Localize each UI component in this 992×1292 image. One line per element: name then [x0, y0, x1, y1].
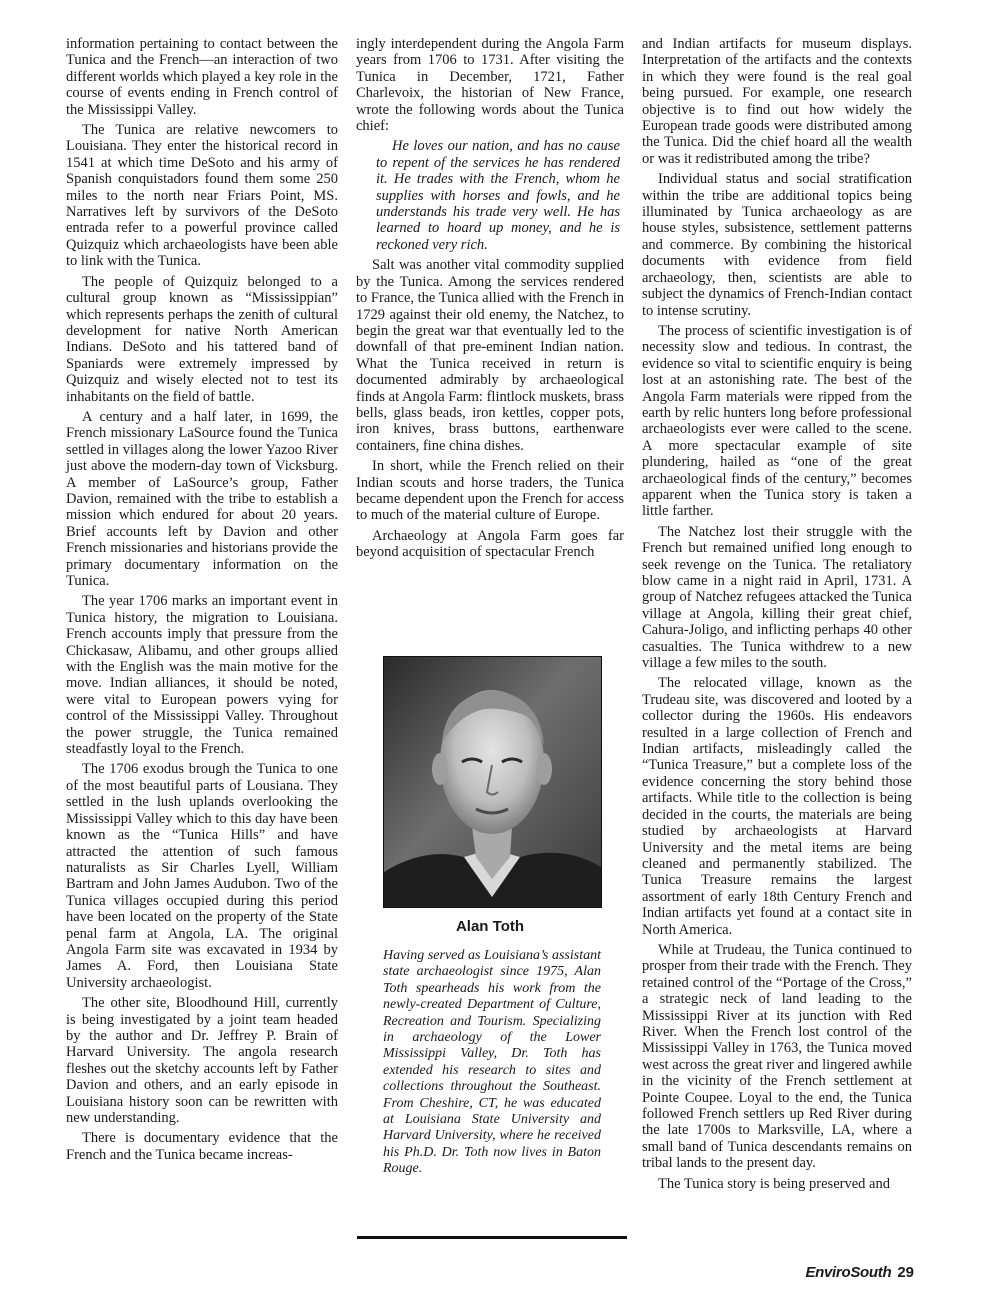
column1-paragraph: The Tunica are relative newcomers to Louisiana. They enter the historical record in 1541 at which time DeSoto and his army of Spanish conquistadors found them some 250 miles to the north near Friars Point, MS. Narratives left by survivors of the DeSoto entrada refer to a powerful province called Quizquiz which archaeologists have been able to link with the Tunica.	[66, 122, 338, 270]
column3-paragraph: Individual status and social stratification within the tribe are additional topics being illuminated by Tunica archaeology as are house styles, subsistence, settlement patterns and commerce. By combining the historical documents with evidence from field archaeology, then, scientists are able to subject the dynamics of French-Indian contact to intense scrutiny.	[642, 171, 912, 319]
column1-paragraph: The people of Quizquiz belonged to a cultural group known as “Mississippian” which represents perhaps the zenith of cultural development for native North American Indians. DeSoto and his tattered band of Spaniards were extremely impressed by Quizquiz and wisely elected not to test its inhabitants on the field of battle.	[66, 273, 338, 405]
article-column-1	[66, 36, 338, 1167]
page-number: 29	[897, 1264, 914, 1281]
article-column-3	[642, 36, 912, 1196]
article-column-2	[356, 36, 624, 565]
column3-paragraph: The Tunica story is being preserved and	[658, 1175, 890, 1192]
column3-paragraph: The relocated village, known as the Trudeau site, was discovered and looted by a collector during the 1960s. His endeavors resulted in a large collection of French and Indian artifacts, misleadingly called the “Tunica Treasure,” but a complete loss of the evidence concerning the story behind those artifacts. While title to the collection is being decided in the courts, the materials are being studied by archaeologists at Harvard University and the metal items are being cleaned and permanently stabilized. The Tunica Treasure remains the largest assortment of early 18th Century French and Indian artifacts yet found at a contact site in North America.	[642, 675, 912, 938]
author-portrait-photo	[383, 656, 602, 908]
publication-name: EnviroSouth	[805, 1264, 892, 1281]
column1-paragraph: The 1706 exodus brough the Tunica to one of the most beautiful parts of Lousiana. They settled in the lush uplands overlooking the Mississippi Valley which to this day have been known as the “Tunica Hills” and have attracted the attention of such famous naturalists as Sir Charles Lyell, William Bartram and John James Audubon. Two of the Tunica villages occupied during this period have been located on the property of the State penal farm at Angola, LA. The original Angola Farm site was excavated in 1934 by James A. Ford, then Louisiana State University archaeologist.	[66, 761, 338, 991]
column1-paragraph: A century and a half later, in 1699, the French missionary LaSource found the Tunica settled in villages along the lower Yazoo River just above the modern-day town of Vicksburg. A member of LaSource’s group, Father Davion, remained with the tribe to establish a mission which endured for about 20 years. Brief accounts left by Davion and other French missionaries and historians provide the primary documentary information on the Tunica.	[66, 408, 338, 589]
column1-paragraph: The year 1706 marks an important event in Tunica history, the migration to Louisiana. French accounts imply that pressure from the Chickasaw, Alibamu, and other groups allied with the English was the main motive for the move. Indian alliances, it should be noted, were vital to European powers vying for control of the Mississippi Valley. Throughout the power struggle, the Tunica remained steadfastly loyal to the French.	[66, 593, 338, 758]
column2-paragraph: Salt was another vital commodity supplied by the Tunica. Among the services rendered to France, the Tunica allied with the French in 1729 against their old enemy, the Natchez, to begin the great war that eventually led to the downfall of that pre-eminent Indian nation. What the Tunica received in return is documented admirably by archaeological finds at Angola Farm: flintlock muskets, brass bells, glass beads, iron kettles, copper pots, iron knives, brass buttons, earthenware containers, fine china dishes.	[356, 257, 624, 454]
column3-paragraph: The process of scientific investigation is of necessity slow and tedious. In contrast, the evidence so vital to scientific enquiry is being lost at an astonishing rate. The best of the Angola Farm materials were ripped from the earth by relic hunters long before professional archaeologists ever were called to the scene. A more spectacular example of site plundering, hailed as “one of the great archaeological finds of the century,” becomes apparent when the Tunica story is taken a little farther.	[642, 322, 912, 520]
column3-paragraph: While at Trudeau, the Tunica continued to prosper from their trade with the French. They retained control of the “Portage of the Cross,” a strategic neck of land leading to the Mississippi River at its junction with Red River. When the French lost control of the Mississippi Valley in 1763, the Tunica moved west across the great river and lingered awhile in the vicinity of the French settlement at Pointe Coupee. Loyal to the end, the Tunica followed French settlers up Red River during the late 1700s to Marksville, LA, where a small band of Tunica descendants remains on tribal lands to the present day.	[642, 941, 912, 1172]
column1-paragraph: There is documentary evidence that the French and the Tunica became increas-	[66, 1130, 338, 1163]
charlevoix-quote: He loves our nation, and has no cause to repent of the services he has rendered it. He trades with the French, whom he supplies with horses and fowls, and he understands his trade very well. He has learned to hoard up money, and he is reckoned very rich.	[376, 138, 620, 253]
column2-lead: ingly interdependent during the Angola Farm years from 1706 to 1731. After visiting the Tunica in December, 1721, Father Charlevoix, the historian of New France, wrote the following words about the Tunica chief:	[356, 36, 624, 135]
photo-caption-bio: Having served as Louisiana’s assistant state archaeologist since 1975, Alan Toth spearheads his work from the newly-created Department of Culture, Recreation and Tourism. Specializing in archaeology of the Lower Mississippi Valley, Dr. Toth has extended his research to sites and collections throughout the Southeast. From Cheshire, CT, he was educated at Louisiana State University and Harvard University, where he received his Ph.D. Dr. Toth now lives in Baton Rouge.	[383, 948, 601, 1177]
caption-divider	[357, 1236, 627, 1239]
column2-paragraph: In short, while the French relied on their Indian scouts and horse traders, the Tunica became dependent upon the French for access to much of the material culture of Europe.	[356, 458, 624, 524]
column1-paragraph: information pertaining to contact between the Tunica and the French—an interaction of two different worlds which played a key role in the course of events ending in French control of the Mississippi Valley.	[66, 36, 338, 118]
column3-paragraph: and Indian artifacts for museum displays. Interpretation of the artifacts and the contexts in which they were found is the real goal being pursued. For example, one research objective is to find out how widely the European trade goods were distributed among the Tunica. Did the chief hoard all the wealth or was it redistributed among the tribe?	[642, 36, 912, 167]
photo-caption-name: Alan Toth	[455, 918, 525, 935]
page-footer	[805, 1264, 914, 1281]
column1-paragraph: The other site, Bloodhound Hill, currently is being investigated by a joint team headed by the author and Dr. Jeffrey P. Brain of Harvard University. The angola research fleshes out the sketchy accounts left by Father Davion and others, and an early episode in Louisiana history soon can be rewritten with new understanding.	[66, 995, 338, 1126]
column2-paragraph: Archaeology at Angola Farm goes far beyond acquisition of spectacular French	[356, 527, 624, 561]
column3-paragraph: The Natchez lost their struggle with the French but remained unified long enough to seek revenge on the Tunica. The retaliatory blow came in a night raid in April, 1731. A group of Natchez refugees attacked the Tunica village at Angola, killing their great chief, Cahura-Joligo, and inflicting perhaps 40 other casualties. The Tunica withdrew to a new village a few miles to the south.	[642, 523, 912, 672]
